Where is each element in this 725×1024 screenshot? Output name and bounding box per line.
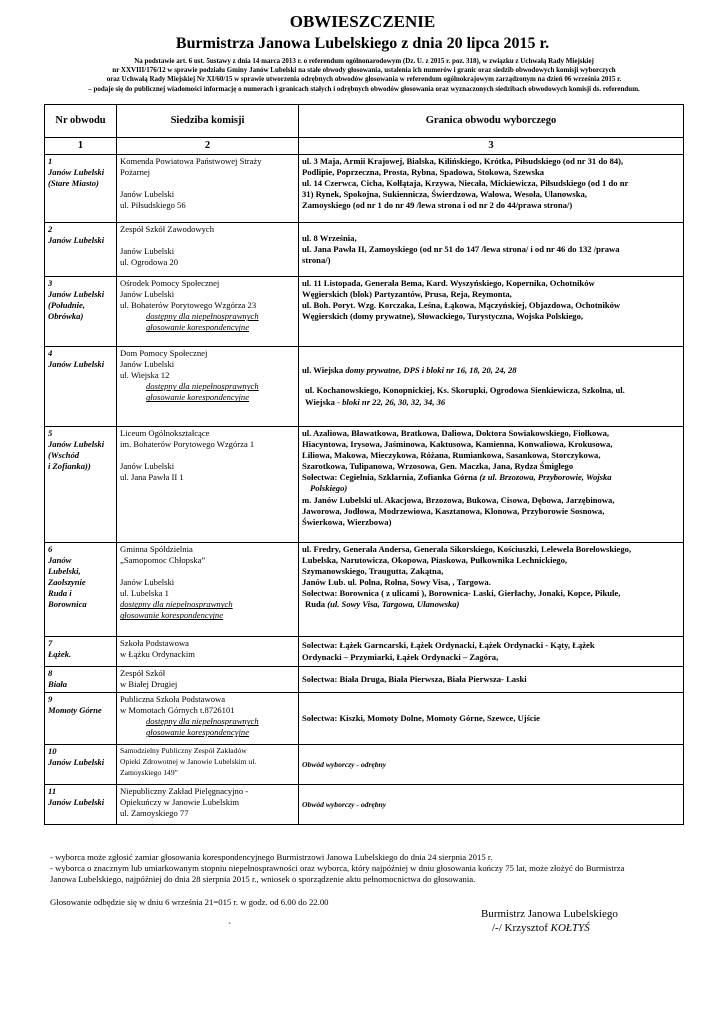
district-boundary-cell: Obwód wyborczy - odrębny: [299, 785, 684, 825]
intro-line: oraz Uchwałą Rady Miejskiej Nr XI/60/15 w sprawie utworzenia odrębnych obwodów głosowania w referendum ogólnokrajowym zarządzonym na dzień 06 września 2015 r.: [106, 75, 622, 84]
committee-seat-cell: Ośrodek Pomocy Społecznej Janów Lubelski ul. Bohaterów Porytowego Wzgórza 23 dostępny dla niepełnosprawnych głosowanie korespondencyjne: [117, 277, 299, 347]
intro-paragraph: [46, 57, 682, 94]
committee-seat-cell: Liceum Ogólnokształcące im. Bohaterów Porytowego Wzgórza 1 Janów Lubelski ul. Jana Pawła II 1: [117, 427, 299, 543]
district-number-cell: 4 Janów Lubelski: [45, 347, 117, 427]
committee-seat-cell: Dom Pomocy Społecznej Janów Lubelski ul. Wiejska 12 dostępny dla niepełnosprawnych głosowanie korespondencyjne: [117, 347, 299, 427]
district-number-cell: 3 Janów Lubelski (Południe, Obrówka): [45, 277, 117, 347]
accessibility-note: dostępny dla niepełnosprawnych: [146, 716, 259, 727]
district-boundary-cell: Sołectwa: Kiszki, Momoty Dolne, Momoty Górne, Szewce, Ujście: [299, 693, 684, 745]
committee-seat-cell: Komenda Powiatowa Państwowej Straży Pożarnej Janów Lubelski ul. Piłsudskiego 56: [117, 155, 299, 223]
note-line: Janowa Lubelskiego, najpóźniej do dnia 28 sierpnia 2015 r., wniosek o sporządzenie aktu pełnomocnictwa do głosowania.: [50, 874, 476, 885]
district-boundary-cell: ul. Azaliowa, Bławatkowa, Bratkowa, Daliowa, Doktora Sowiakowskiego, Fiołkowa, Hiacyntowa, Irysowa, Jaśminowa, Kaktusowa, Kamienna, Konwaliowa, Krokusowa, Liliowa, Makowa, Mieczykowa, Różana, Rumiankowa, Sasankowa, Storczykowa, Szarotkowa, Tulipanowa, Wrzosowa, Gen. Maczka, Jana, Rydza Śmigłego Sołectwa: Cegielnia, Szklarnia, Zofianka Górna (z ul. Brzozowa, Przyborowie, Wojska Polskiego) m. Janów Lubelski ul. Akacjowa, Brzozowa, Bukowa, Cisowa, Dębowa, Jarzębinowa, Jaworowa, Jodłowa, Modrzewiowa, Kasztanowa, Klonowa, Przyborowie Sosnowa, Świerkowa, Wierzbowa): [299, 427, 684, 543]
table-row: [45, 347, 684, 427]
district-boundary-cell: ul. 11 Listopada, Generała Bema, Kard. Wyszyńskiego, Kopernika, Ochotników Węgierskich (blok) Partyzantów, Prusa, Reja, Reymonta, ul. Boh. Poryt. Wzg. Korczaka, Leśna, Łąkowa, Mączyńskiej, Objazdowa, Ochotników Węgierskich (domy prywatne), Słowackiego, Turystyczna, Wojska Polskiego,: [299, 277, 684, 347]
table-row: [45, 745, 684, 785]
signature-name: /-/ Krzysztof KOŁTYŚ: [492, 922, 590, 934]
committee-seat-cell: Zespół Szkół Zawodowych Janów Lubelski ul. Ogrodowa 20: [117, 223, 299, 277]
district-boundary-cell: ul. 8 Września, ul. Jana Pawła II, Zamoyskiego (od nr 51 do 147 /lewa strona/ i od nr 46 do 132 /prawa strona/): [299, 223, 684, 277]
committee-seat-cell: Szkoła Podstawowa w Łążku Ordynackim: [117, 637, 299, 667]
intro-line: nr XXVIII/176/12 w sprawie podziału Gminy Janów Lubelski na stałe obwody głosowania, ustalenia ich numerów i granic oraz siedzib obwodowych komisji wyborczych: [112, 66, 616, 75]
table-row: [45, 785, 684, 825]
district-boundary-cell: ul. 3 Maja, Armii Krajowej, Bialska, Kilińskiego, Krótka, Piłsudskiego (od nr 31 do 84), Podlipie, Poprzeczna, Prosta, Rybna, Spadowa, Stokowa, Szewska ul. 14 Czerwca, Cicha, Kołłątaja, Krzywa, Niecała, Mickiewicza, Piłsudskiego (od 1 do nr 31) Rynek, Spokojna, Sukiennicza, Świerdzowa, Wałowa, Wesoła, Ulanowska, Zamoyskiego (od nr 1 do nr 49 /lewa strona i od nr 2 do 44/prawa strona/): [299, 155, 684, 223]
col-number: 3: [299, 138, 684, 155]
district-boundary-cell: Sołectwa: Biała Druga, Biała Pierwsza, Biała Pierwsza- Laski: [299, 667, 684, 693]
signature-title: Burmistrz Janowa Lubelskiego: [481, 908, 618, 920]
district-boundary-cell: Obwód wyborczy - odrębny: [299, 745, 684, 785]
col-number: 2: [117, 138, 299, 155]
table-number-row: [45, 138, 684, 155]
district-number-cell: 8 Biała: [45, 667, 117, 693]
accessibility-note: dostępny dla niepełnosprawnych: [146, 311, 259, 322]
postal-vote-note: głosowanie korespondencyjne: [146, 322, 250, 333]
table-row: [45, 637, 684, 667]
document-subtitle: Burmistrza Janowa Lubelskiego z dnia 20 lipca 2015 r.: [175, 35, 550, 52]
postal-vote-note: głosowanie korespondencyjne: [146, 392, 250, 403]
district-number-cell: 10 Janów Lubelski: [45, 745, 117, 785]
col-header-granica: Granica obwodu wyborczego: [299, 105, 684, 138]
accessibility-note: dostępny dla niepełnosprawnych: [120, 599, 233, 610]
intro-line: – podaje się do publicznej wiadomości informację o numerach i granicach stałych i odrębnych obwodów głosowania oraz wyznaczonych siedzibach obwodowych komisji ds. referendum.: [88, 84, 640, 93]
note-line: - wyborca może zgłosić zamiar głosowania korespondencyjnego Burmistrzowi Janowa Lubelskiego do dnia 24 sierpnia 2015 r.: [50, 852, 493, 862]
committee-seat-cell: Gminna Spółdzielnia „Samopomoc Chłopska” Janów Lubelski ul. Lubelska 1 dostępny dla niepełnosprawnych głosowanie korespondencyjne: [117, 543, 299, 637]
table-row: [45, 543, 684, 637]
table-row: [45, 223, 684, 277]
postal-vote-note: głosowanie korespondencyjne: [120, 610, 224, 621]
note-line: - wyborca o znacznym lub umiarkowanym stopniu niepełnosprawności oraz wyborca, który najpóźniej w dniu głosowania kończy 75 lat, może złożyć do Burmistrza: [50, 863, 625, 874]
notes-section: [50, 852, 700, 886]
col-header-nr: Nr obwodu: [45, 105, 117, 138]
district-number-cell: 9 Momoty Górne: [45, 693, 117, 745]
committee-seat-cell: Niepubliczny Zakład Pielęgnacyjno - Opiekuńczy w Janowie Lubelskim ul. Zamoyskiego 77: [117, 785, 299, 825]
district-boundary-cell: ul. Fredry, Generała Andersa, Generała Sikorskiego, Kościuszki, Lelewela Borełowskiego, Lubelska, Narutowicza, Okopowa, Piaskowa, Pułkownika Lechnickiego, Szymanowskiego, Traugutta, Zakątna, Janów Lub. ul. Polna, Rolna, Sowy Visa, , Targowa. Sołectwa: Borownica ( z ulicami ), Borownica- Laski, Gierłachy, Jonaki, Kopce, Pikule, Ruda (ul. Sowy Visa, Targowa, Ulanowska): [299, 543, 684, 637]
accessibility-note: dostępny dla niepełnosprawnych: [146, 381, 259, 392]
table-row: [45, 427, 684, 543]
committee-seat-cell: Publiczna Szkoła Podstawowa w Momotach Górnych t.8726101 dostępny dla niepełnosprawnych głosowanie korespondencyjne: [117, 693, 299, 745]
committee-seat-cell: Zespół Szkół w Białej Drugiej: [117, 667, 299, 693]
district-boundary-cell: Solectwa: Łążek Garncarski, Łążek Ordynacki, Łążek Ordynacki - Kąty, Łążek Ordynacki – Przymiarki, Łążek Ordynacki – Zagóra,: [299, 637, 684, 667]
table-row: [45, 667, 684, 693]
districts-table: [44, 104, 684, 825]
postal-vote-note: głosowanie korespondencyjne: [146, 727, 250, 738]
voting-time: Głosowanie odbędzie się w dniu 6 września 21=015 r. w godz. od 6.00 do 22.00: [50, 897, 329, 907]
intro-line: Na podstawie art. 6 ust. 5ustawy z dnia 14 marca 2013 r. o referendum ogólnonarodowym (Dz. U. z 2015 r. poz. 318), w związku z Uchwałą Rady Miejskiej: [134, 57, 594, 65]
table-row: [45, 277, 684, 347]
table-header-row: [45, 105, 684, 138]
district-number-cell: 7 Łążek.: [45, 637, 117, 667]
stray-mark: `: [228, 922, 232, 933]
col-number: 1: [45, 138, 117, 155]
table-row: [45, 155, 684, 223]
district-number-cell: 1 Janów Lubelski (Stare Miasto): [45, 155, 117, 223]
district-number-cell: 11 Janów Lubelski: [45, 785, 117, 825]
document-title: OBWIESZCZENIE: [289, 12, 436, 31]
committee-seat-cell: Samodzielny Publiczny Zespół Zakładów Opieki Zdrowotnej w Janowie Lubelskim ul. Zamoyskiego 149": [117, 745, 299, 785]
district-number-cell: 5 Janów Lubelski (Wschód i Zofianka)): [45, 427, 117, 543]
district-number-cell: 2 Janów Lubelski: [45, 223, 117, 277]
col-header-siedziba: Siedziba komisji: [117, 105, 299, 138]
table-row: [45, 693, 684, 745]
district-boundary-cell: ul. Wiejska domy prywatne, DPS i bloki nr 16, 18, 20, 24, 28 ul. Kochanowskiego, Konopnickiej, Ks. Skorupki, Ogrodowa Sienkiewicza, Szkolna, ul. Wiejska - bloki nr 22, 26, 30, 32, 34, 36: [299, 347, 684, 427]
district-number-cell: 6 Janów Lubelski, Zaolszynie Ruda i Borownica: [45, 543, 117, 637]
